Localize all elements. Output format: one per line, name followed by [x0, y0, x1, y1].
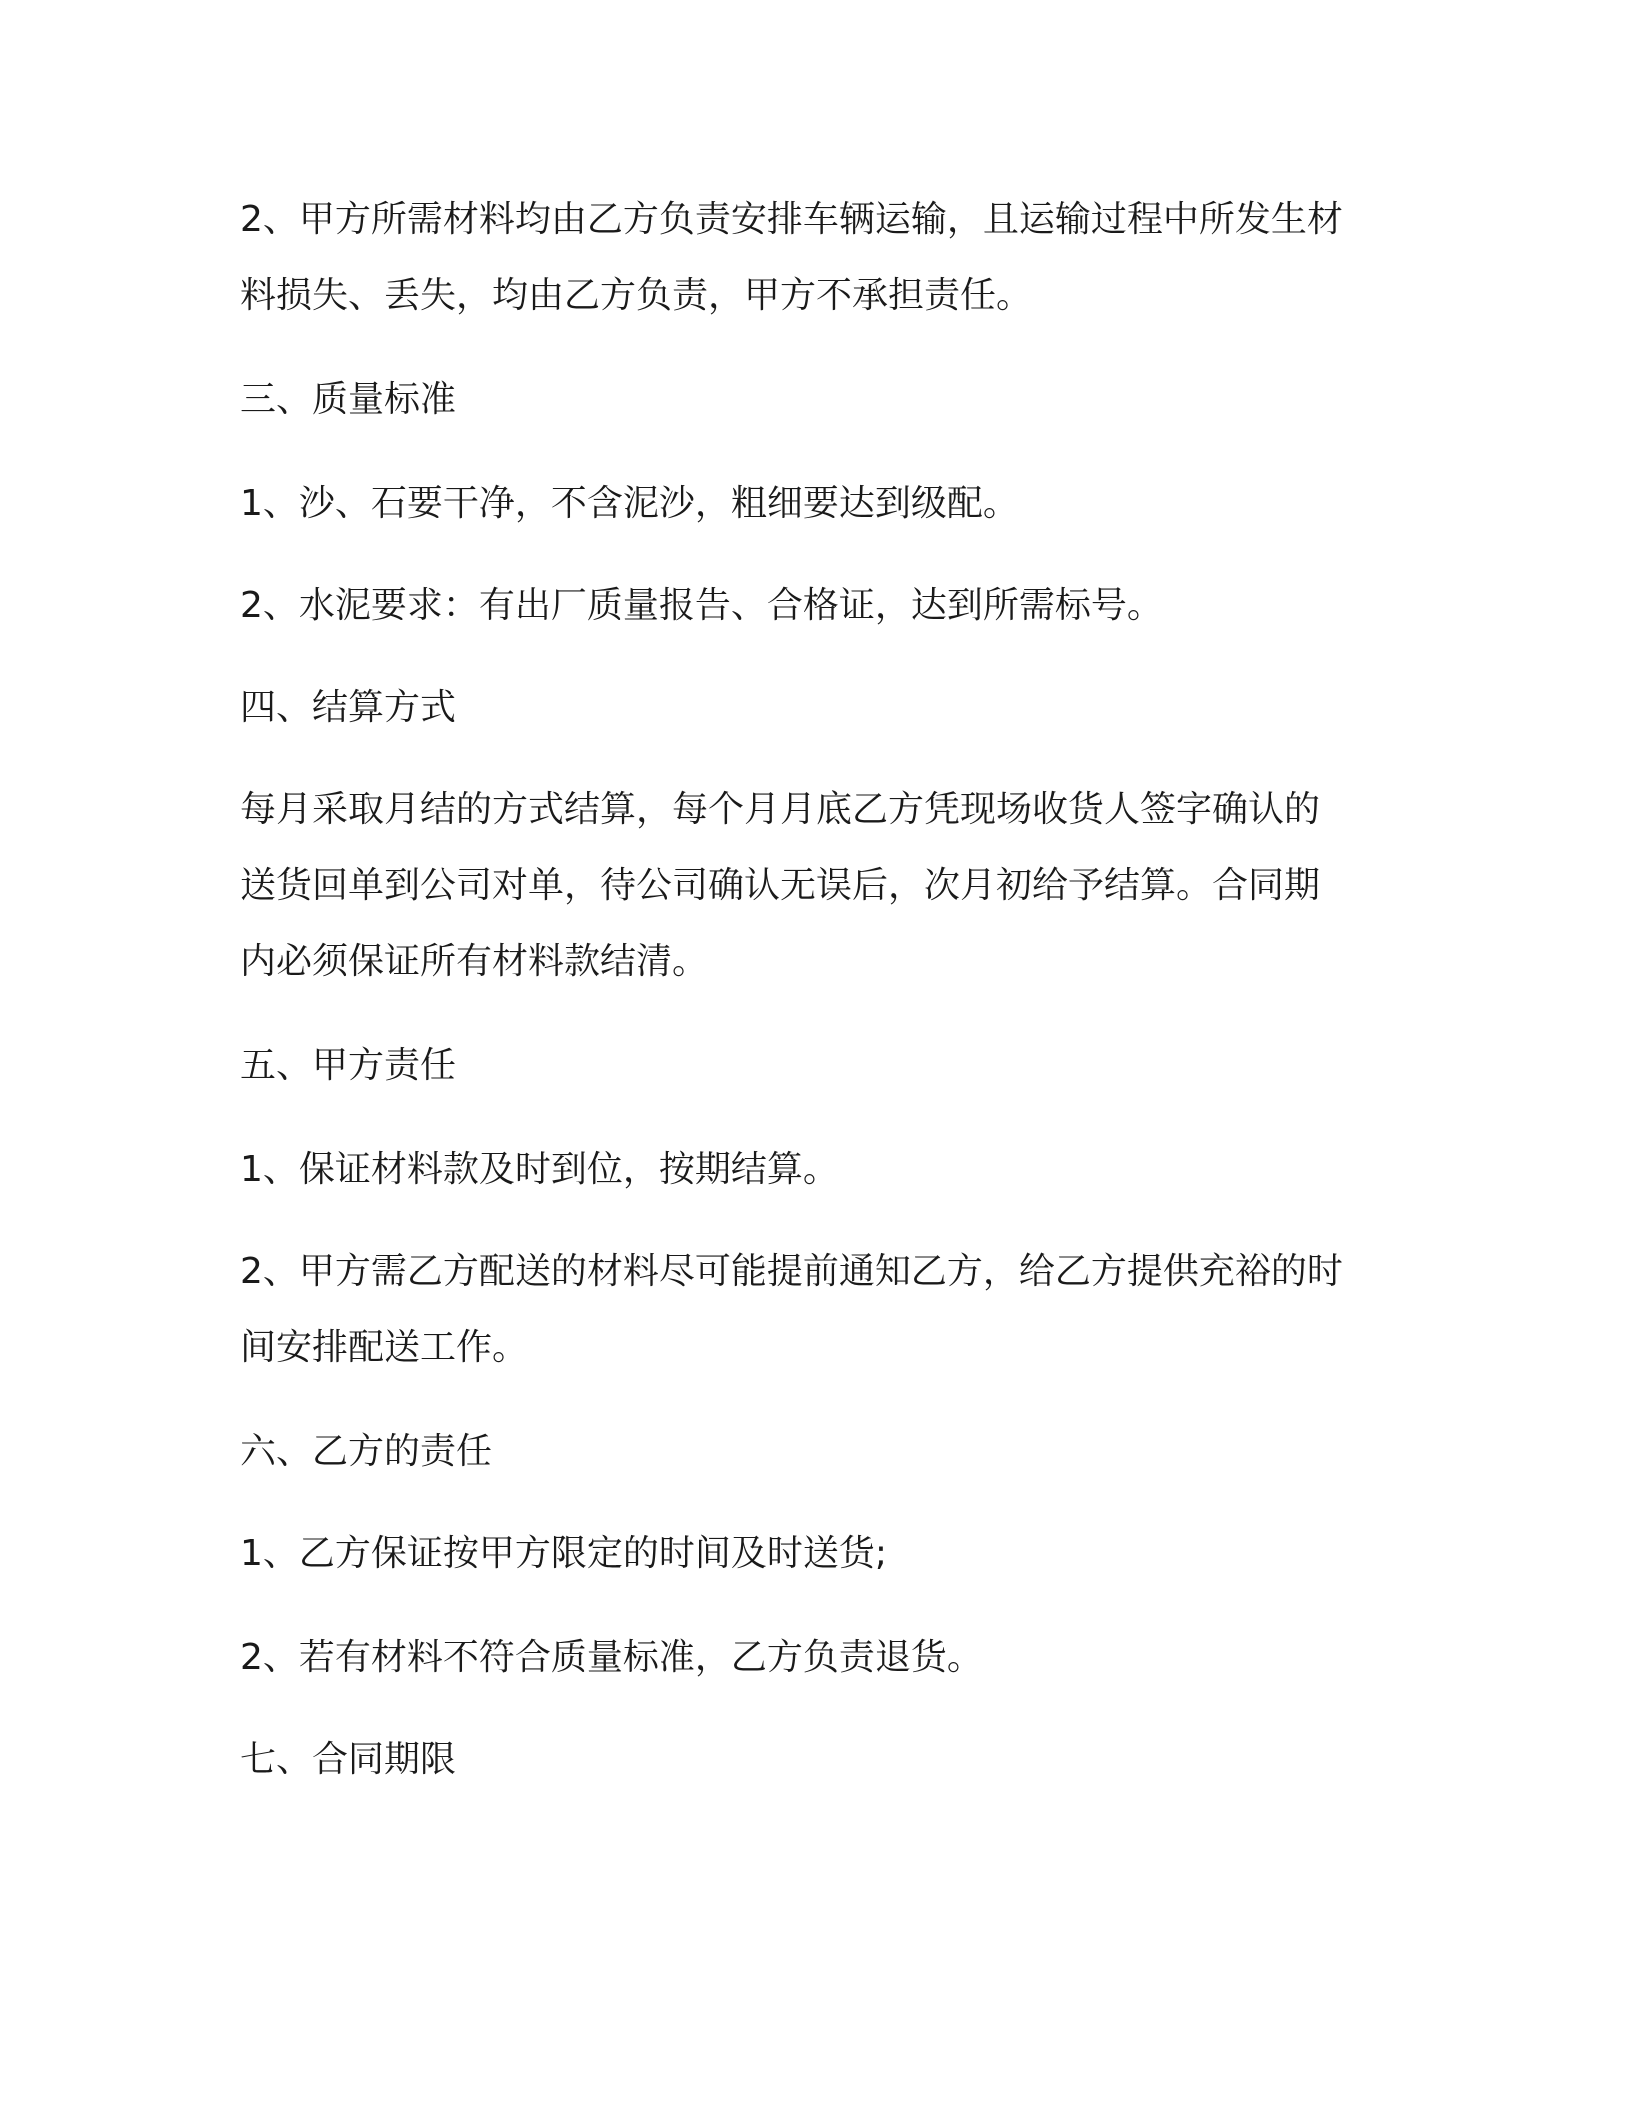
quality-clause-2: 2、水泥要求：有出厂质量报告、合格证，达到所需标号。: [240, 585, 1163, 626]
settlement-paragraph-line-1: 每月采取月结的方式结算，每个月月底乙方凭现场收货人签字确认的: [240, 789, 1321, 830]
party-a-clause-1: 1、保证材料款及时到位，按期结算。: [240, 1149, 839, 1190]
settlement-paragraph-line-2: 送货回单到公司对单，待公司确认无误后，次月初给予结算。合同期: [240, 865, 1321, 906]
clause-2-transport-line-1: 2、甲方所需材料均由乙方负责安排车辆运输，且运输过程中所发生材: [240, 199, 1343, 240]
section-heading-term: 七、合同期限: [240, 1739, 457, 1780]
party-a-clause-2-line-1: 2、甲方需乙方配送的材料尽可能提前通知乙方，给乙方提供充裕的时: [240, 1251, 1343, 1292]
settlement-paragraph-line-3: 内必须保证所有材料款结清。: [240, 941, 709, 982]
section-heading-quality: 三、质量标准: [240, 379, 457, 420]
party-a-clause-2-line-2: 间安排配送工作。: [240, 1327, 529, 1368]
section-heading-party-a: 五、甲方责任: [240, 1045, 457, 1086]
quality-clause-1: 1、沙、石要干净，不含泥沙，粗细要达到级配。: [240, 483, 1019, 524]
section-heading-settlement: 四、结算方式: [240, 687, 457, 728]
clause-2-transport-line-2: 料损失、丢失，均由乙方负责，甲方不承担责任。: [240, 275, 1033, 316]
party-b-clause-1: 1、乙方保证按甲方限定的时间及时送货;: [240, 1533, 888, 1574]
party-b-clause-2: 2、若有材料不符合质量标准，乙方负责退货。: [240, 1637, 983, 1678]
section-heading-party-b: 六、乙方的责任: [240, 1431, 493, 1472]
